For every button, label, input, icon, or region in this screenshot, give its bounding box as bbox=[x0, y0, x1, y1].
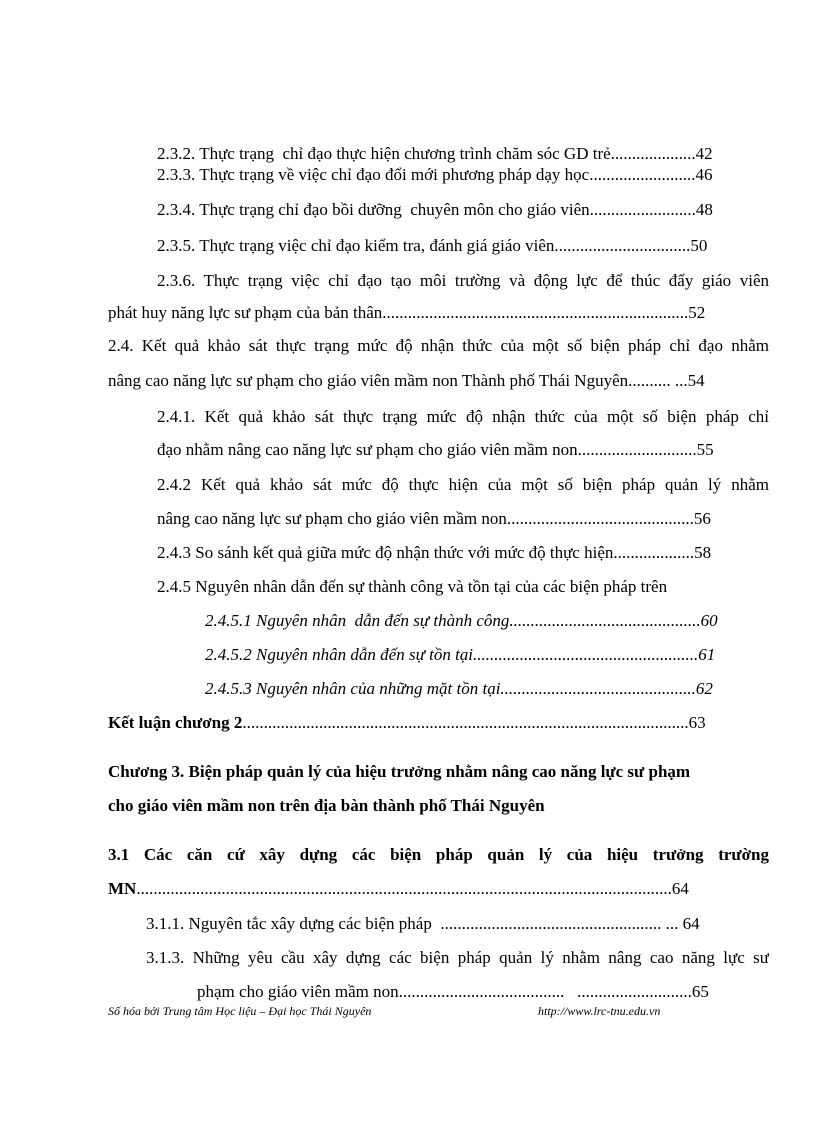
chapter-3-title-line2: cho giáo viên mầm non trên địa bàn thành phố Thái Nguyên bbox=[108, 796, 545, 815]
section-3-1-mn-label: MN bbox=[108, 879, 137, 898]
toc-entry-2-4-5: 2.4.5 Nguyên nhân dẫn đến sự thành công và tồn tại của các biện pháp trên bbox=[157, 577, 668, 596]
footer-url: http://www.lrc-tnu.edu.vn bbox=[538, 1004, 661, 1018]
toc-entry-2-4-1-line1: 2.4.1. Kết quả khảo sát thực trạng mức độ nhận thức của một số biện pháp chỉ bbox=[157, 407, 769, 426]
conclusion-ch2-leader: .........................................................................................................63 bbox=[242, 713, 706, 732]
footer-source: Số hóa bởi Trung tâm Học liệu – Đại học Thái Nguyên bbox=[108, 1004, 372, 1018]
toc-entry-3-1-line2 bbox=[108, 877, 769, 901]
chapter-3-title-line1: Chương 3. Biện pháp quản lý của hiệu trưởng nhằm nâng cao năng lực sư phạm bbox=[108, 762, 691, 781]
toc-entry-2-4-2-line1: 2.4.2 Kết quả khảo sát mức độ thực hiện của một số biện pháp quản lý nhằm bbox=[157, 475, 769, 494]
toc-entry-2-4-5-3: 2.4.5.3 Nguyên nhân của những mặt tồn tại..............................................62 bbox=[205, 679, 713, 698]
toc-entry-2-3-3: 2.3.3. Thực trạng về việc chỉ đạo đổi mới phương pháp dạy học.........................46 bbox=[157, 165, 713, 184]
toc-entry-3-1-3-line1: 3.1.3. Những yêu cầu xây dựng các biện pháp quản lý nhằm nâng cao năng lực sư bbox=[146, 948, 769, 967]
toc-entry-2-3-6-line1: 2.3.6. Thực trạng việc chỉ đạo tạo môi trường và động lực để thúc đẩy giáo viên bbox=[157, 271, 769, 290]
toc-entry-conclusion-ch2 bbox=[108, 711, 769, 735]
toc-entry-2-4-1-line2: đạo nhằm nâng cao năng lực sư phạm cho giáo viên mầm non............................55 bbox=[157, 440, 714, 459]
toc-entry-2-4-line1: 2.4. Kết quả khảo sát thực trạng mức độ nhận thức của một số biện pháp chỉ đạo nhằm bbox=[108, 336, 769, 355]
toc-entry-2-3-5: 2.3.5. Thực trạng việc chỉ đạo kiểm tra, đánh giá giáo viên................................50 bbox=[157, 236, 708, 255]
toc-entry-3-1-line1: 3.1 Các căn cứ xây dựng các biện pháp quản lý của hiệu trưởng trường bbox=[108, 845, 769, 864]
toc-entry-2-3-6-line2: phát huy năng lực sư phạm của bản thân........................................................................52 bbox=[108, 303, 706, 322]
toc-entry-3-1-3-line2: phạm cho giáo viên mầm non....................................... ...........................65 bbox=[197, 982, 709, 1001]
toc-entry-2-4-line2: nâng cao năng lực sư phạm cho giáo viên mầm non Thành phố Thái Nguyên.......... ...54 bbox=[108, 371, 705, 390]
toc-entry-2-4-5-1: 2.4.5.1 Nguyên nhân dẫn đến sự thành công.............................................60 bbox=[205, 611, 718, 630]
section-3-1-leader: ..............................................................................................................................64 bbox=[136, 879, 689, 898]
conclusion-ch2-label: Kết luận chương 2 bbox=[108, 713, 243, 732]
toc-entry-2-4-3: 2.4.3 So sánh kết quả giữa mức độ nhận thức với mức độ thực hiện...................58 bbox=[157, 543, 712, 562]
toc-entry-3-1-1: 3.1.1. Nguyên tắc xây dựng các biện pháp .................................................... ... 64 bbox=[146, 914, 700, 933]
toc-entry-2-4-5-2: 2.4.5.2 Nguyên nhân dẫn đến sự tồn tại.....................................................61 bbox=[205, 645, 716, 664]
toc-entry-2-4-2-line2: nâng cao năng lực sư phạm cho giáo viên mầm non............................................56 bbox=[157, 509, 711, 528]
toc-entry-2-3-2: 2.3.2. Thực trạng chỉ đạo thực hiện chương trình chăm sóc GD trẻ....................42 bbox=[157, 144, 713, 163]
toc-entry-2-3-4: 2.3.4. Thực trạng chỉ đạo bồi dưỡng chuyên môn cho giáo viên.........................48 bbox=[157, 200, 713, 219]
